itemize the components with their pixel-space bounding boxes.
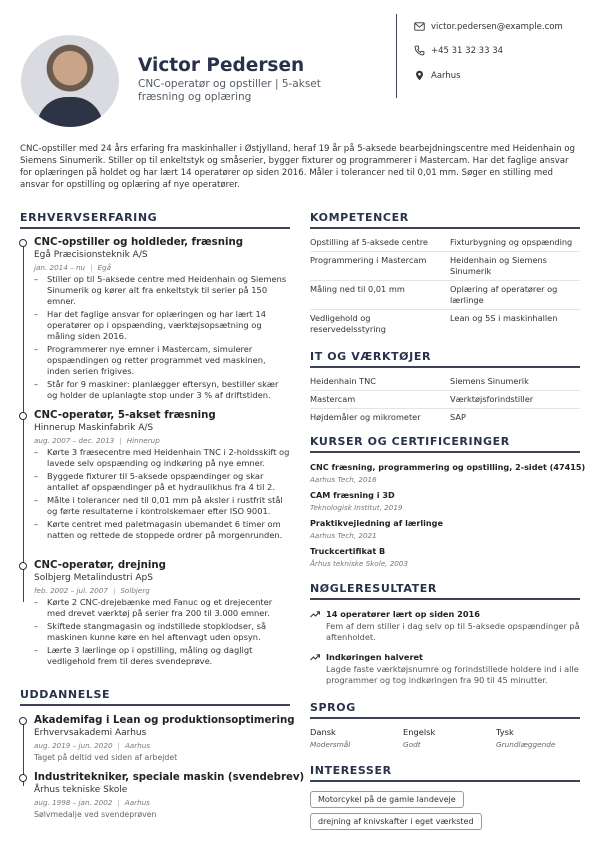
language-name: Engelsk (403, 727, 436, 737)
location-pin-icon (414, 70, 425, 81)
section-title-education: UDDANNELSE (20, 688, 111, 701)
trend-up-icon (310, 610, 320, 618)
job-title: CNC-operatør, 5-akset fræsning (34, 410, 216, 421)
location-text: Aarhus (431, 70, 461, 81)
language-level: Godt (403, 740, 421, 749)
education-dates: aug. 1998 – jan. 2002 (34, 798, 113, 807)
tool-item: Højdemåler og mikrometer (310, 412, 421, 422)
tool-item: Værktøjsforindstiller (450, 394, 534, 404)
skill-item: Fixturbygning og opspænding (450, 237, 573, 247)
section-rule (20, 704, 290, 706)
job-bullets (34, 447, 290, 543)
course-provider: Århus tekniske Skole, 2003 (310, 559, 408, 568)
education-meta: aug. 2019 – jun. 2020 | Aarhus (34, 741, 151, 750)
section-rule (310, 598, 580, 600)
interest-chip: drejning af knivskafter i eget værksted (310, 813, 482, 830)
candidate-role: CNC-operatør og opstiller | 5-akset fræsning og oplæring (138, 78, 321, 103)
language-name: Dansk (310, 727, 336, 737)
section-rule (310, 227, 580, 229)
contact-phone[interactable] (414, 45, 503, 56)
education-note: Sølvmedalje ved svendeprøven (34, 810, 157, 819)
job-title: CNC-operatør, drejning (34, 560, 166, 571)
course-title: CNC fræsning, programmering og opstilling, 2-sidet (47415) (310, 462, 586, 472)
job-meta: feb. 2002 – jul. 2007 | Solbjerg (34, 586, 150, 595)
degree-title: Industritekniker, speciale maskin (svendebrev) (34, 772, 305, 783)
job-bullet: – Står for 9 maskiner: planlægger eftersyn, bestiller skær og holder de uplanlagte stop under 3 % af driftstiden. (34, 379, 290, 401)
section-rule (310, 451, 580, 453)
section-rule (20, 227, 290, 229)
skill-item: Programmering i Mastercam (310, 255, 427, 265)
language-level: Modersmål (310, 740, 351, 749)
skill-item: Lean og 5S i maskinhallen (450, 313, 558, 323)
phone-icon (414, 45, 425, 56)
course-title: Truckcertifikat B (310, 546, 386, 556)
course-provider: Aarhus Tech, 2016 (310, 475, 377, 484)
section-title-tools: IT OG VÆRKTØJER (310, 350, 432, 363)
timeline-dot (19, 717, 27, 725)
trend-up-icon (310, 653, 320, 661)
job-bullet: – Kørte 3 fræsecentre med Heidenhain TNC i 2-holdsskift og lavede selv opspænding og indkøring på nye emner. (34, 447, 290, 469)
tool-item: Siemens Sinumerik (450, 376, 529, 386)
section-title-skills: KOMPETENCER (310, 211, 409, 224)
result-title: Indkøringen halveret (326, 652, 423, 662)
profile-photo (21, 35, 119, 127)
education-dates: aug. 2019 – jun. 2020 (34, 741, 113, 750)
phone-text: +45 31 32 33 34 (431, 45, 504, 56)
job-bullet: – Kørte centret med paletmagasin ubemandet 6 timer om natten og rettede de stoppede ordrer på morgenrunden. (34, 519, 290, 541)
job-bullets (34, 597, 290, 669)
skill-item: Vedligehold og reservedelsstyring (310, 313, 386, 334)
profile-summary: CNC-opstiller med 24 års erfaring fra maskinhaller i Østjylland, heraf 19 år på 5-aksede bearbejdningscentre med Heidenhain og Siemens Sinumerik. Stiller op til enkeltstyk og småserier, bygger fixturer og programmerer i Mastercam. Har det faglige ansvar for oplæringen på holdet og har lært 14 operatører op siden 2016. Måler i tolerancer ned til 0,01 mm. Søger en stilling med ansvar for opstilling og oplæring af nye operatører. (20, 144, 575, 190)
job-meta: jan. 2014 – nu | Egå (34, 263, 112, 272)
language-name: Tysk (496, 727, 514, 737)
education-meta: aug. 1998 – jan. 2002 | Aarhus (34, 798, 150, 807)
job-bullet: – Stiller op til 5-aksede centre med Heidenhain og Siemens Sinumerik og kører alt fra enkeltstyk til serier på 150 emner. (34, 274, 290, 307)
employer: Egå Præcisionsteknik A/S (34, 250, 148, 260)
timeline-dot (19, 774, 27, 782)
section-rule (310, 717, 580, 719)
job-place: Egå (97, 263, 112, 272)
timeline-dot (19, 562, 27, 570)
language-level: Grundlæggende (496, 740, 556, 749)
education-note: Taget på deltid ved siden af arbejdet (34, 753, 178, 762)
skill-item: Opstilling af 5-aksede centre (310, 237, 428, 247)
interest-chip: Motorcykel på de gamle landeveje (310, 791, 464, 808)
section-title-experience: ERHVERVSERFARING (20, 211, 158, 224)
skill-item: Måling ned til 0,01 mm (310, 284, 405, 294)
section-title-results: NØGLERESULTATER (310, 582, 437, 595)
header-divider (396, 14, 397, 98)
job-dates: aug. 2007 – dec. 2013 (34, 436, 115, 445)
cv-header (0, 0, 600, 140)
tool-item: SAP (450, 412, 466, 422)
section-rule (310, 366, 580, 368)
job-bullet: – Kørte 2 CNC-drejebænke med Fanuc og et drejecenter med drevet værktøj på serier fra 200 til 3.000 emner. (34, 597, 290, 619)
job-bullet: – Skiftede stangmagasin og indstillede stopklodser, så maskinen kunne køre en hel aftenvagt uden opsyn. (34, 621, 290, 643)
job-bullet: – Målte i tolerancer ned til 0,01 mm på aksler i rustfrit stål og førte resultaterne i kontrolskemaer efter ISO 9001. (34, 495, 290, 517)
job-place: Hinnerup (126, 436, 160, 445)
mail-icon (414, 21, 425, 32)
job-dates: jan. 2014 – nu (34, 263, 86, 272)
job-bullets (34, 274, 290, 403)
skill-item: Oplæring af operatører og lærlinge (450, 284, 558, 305)
job-meta: aug. 2007 – dec. 2013 | Hinnerup (34, 436, 160, 445)
job-bullet: – Lærte 3 lærlinge op i opstilling, måling og dagligt vedligehold frem til deres svendeprøve. (34, 645, 290, 667)
timeline-dot (19, 239, 27, 247)
employer: Hinnerup Maskinfabrik A/S (34, 423, 154, 433)
job-bullet: – Byggede fixturer til 5-aksede opspændinger og skar antallet af opspændinger på et hydraulikhus fra 4 til 2. (34, 471, 290, 493)
course-provider: Aarhus Tech, 2021 (310, 531, 377, 540)
job-bullet: – Har det faglige ansvar for oplæringen og har lært 14 operatører op i opspænding, værktøjsopsætning og måling siden 2016. (34, 309, 290, 342)
tool-item: Heidenhain TNC (310, 376, 377, 386)
result-description: Fem af dem stiller i dag selv op til 5-aksede opspændinger på aftenholdet. (326, 621, 580, 642)
education-place: Aarhus (124, 741, 151, 750)
timeline-dot (19, 412, 27, 420)
section-title-interests: INTERESSER (310, 764, 392, 777)
result-description: Lagde faste værktøjsnumre og forindstillede holdere ind i alle programmer og tog indkøringen fra 90 til 45 minutter. (326, 664, 579, 685)
tool-item: Mastercam (310, 394, 356, 404)
school: Erhvervsakademi Aarhus (34, 728, 147, 738)
course-provider: Teknologisk Institut, 2019 (310, 503, 403, 512)
email-text: victor.pedersen@example.com (431, 21, 563, 32)
job-place: Solbjerg (120, 586, 150, 595)
job-bullet: – Programmerer nye emner i Mastercam, simulerer opspændingen og retter programmet ved maskinen, inden serien frigives. (34, 344, 290, 377)
contact-email[interactable] (414, 21, 563, 32)
contact-location (414, 70, 461, 81)
section-rule (310, 780, 580, 782)
skill-item: Heidenhain og Siemens Sinumerik (450, 255, 547, 276)
experience-timeline (23, 242, 24, 602)
course-title: CAM fræsning i 3D (310, 490, 395, 500)
result-title: 14 operatører lært op siden 2016 (326, 609, 480, 619)
job-title: CNC-opstiller og holdleder, fræsning (34, 237, 244, 248)
degree-title: Akademifag i Lean og produktionsoptimering (34, 715, 295, 726)
employer: Solbjerg Metalindustri ApS (34, 573, 153, 583)
section-title-courses: KURSER OG CERTIFICERINGER (310, 435, 510, 448)
course-title: Praktikvejledning af lærlinge (310, 518, 443, 528)
education-place: Aarhus (124, 798, 150, 807)
candidate-name: Victor Pedersen (138, 55, 305, 76)
job-dates: feb. 2002 – jul. 2007 (34, 586, 108, 595)
section-title-languages: SPROG (310, 701, 356, 714)
school: Århus tekniske Skole (34, 785, 128, 795)
